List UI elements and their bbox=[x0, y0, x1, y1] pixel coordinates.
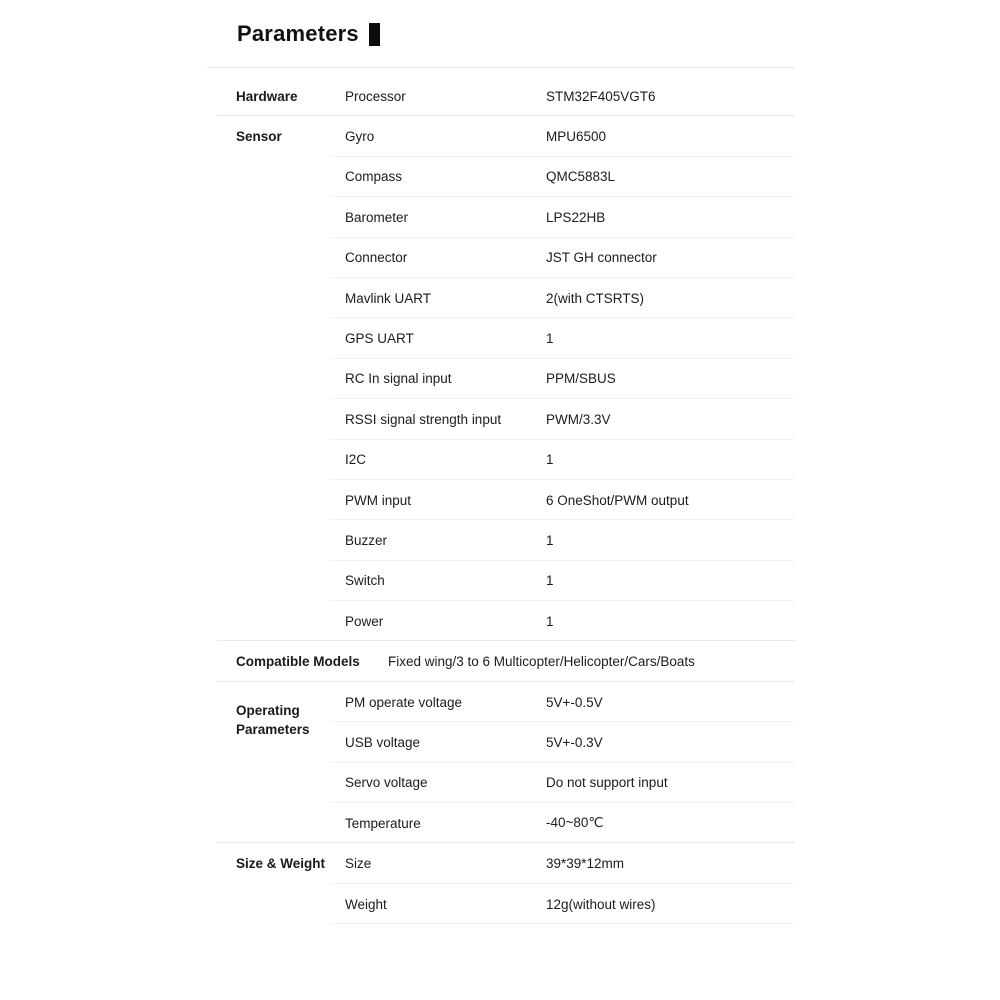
row-label: I2C bbox=[345, 452, 367, 468]
row-value: 5V+-0.3V bbox=[546, 734, 603, 750]
row-value: 6 OneShot/PWM output bbox=[546, 492, 689, 508]
table-row bbox=[217, 238, 795, 278]
row-value: PPM/SBUS bbox=[546, 371, 616, 387]
row-label: Gyro bbox=[345, 129, 375, 145]
table-row bbox=[217, 641, 795, 681]
table-row bbox=[217, 520, 795, 560]
table-row bbox=[217, 278, 795, 318]
black-vertical-bar-icon bbox=[369, 23, 380, 46]
row-value: 5V+-0.5V bbox=[546, 694, 603, 710]
row-value: QMC5883L bbox=[546, 169, 616, 185]
row-divider bbox=[330, 923, 795, 924]
row-value: 1 bbox=[546, 452, 554, 468]
row-value: LPS22HB bbox=[546, 209, 606, 225]
table-row bbox=[217, 318, 795, 358]
row-category-text: Operating Parameters bbox=[236, 702, 310, 737]
row-value: 1 bbox=[546, 613, 554, 629]
row-label: Mavlink UART bbox=[345, 290, 432, 306]
row-value: 1 bbox=[546, 532, 554, 548]
row-value: 39*39*12mm bbox=[546, 856, 625, 872]
row-label: Connector bbox=[345, 250, 408, 266]
table-row bbox=[217, 763, 795, 803]
row-label: Weight bbox=[345, 896, 387, 912]
row-value: Fixed wing/3 to 6 Multicopter/Helicopter/Cars/Boats bbox=[388, 654, 695, 670]
table-row bbox=[217, 601, 795, 641]
spec-table-body bbox=[217, 76, 795, 924]
row-category: Size & Weight bbox=[236, 856, 326, 872]
table-row bbox=[217, 359, 795, 399]
table-row bbox=[217, 197, 795, 237]
row-value: 2(with CTSRTS) bbox=[546, 290, 645, 306]
table-row bbox=[217, 157, 795, 197]
table-row bbox=[217, 682, 795, 737]
row-label: Switch bbox=[345, 573, 385, 589]
row-label: PWM input bbox=[345, 492, 412, 508]
row-label: RSSI signal strength input bbox=[345, 411, 502, 427]
row-value: 1 bbox=[546, 573, 554, 589]
row-value: PWM/3.3V bbox=[546, 411, 611, 427]
row-label: Compass bbox=[345, 169, 403, 185]
row-value: -40~80℃ bbox=[546, 815, 604, 831]
title-divider bbox=[207, 67, 795, 68]
row-label: PM operate voltage bbox=[345, 694, 463, 710]
table-row bbox=[217, 440, 795, 480]
row-label: Temperature bbox=[345, 815, 421, 831]
table-row bbox=[217, 803, 795, 843]
table-row bbox=[217, 561, 795, 601]
row-category: Sensor bbox=[236, 129, 282, 145]
row-label: RC In signal input bbox=[345, 371, 452, 387]
row-label: USB voltage bbox=[345, 734, 421, 750]
table-row bbox=[217, 399, 795, 439]
row-label: Power bbox=[345, 613, 384, 629]
row-value: MPU6500 bbox=[546, 129, 607, 145]
row-category bbox=[217, 682, 330, 737]
table-row bbox=[217, 480, 795, 520]
row-value: STM32F405VGT6 bbox=[546, 88, 656, 104]
row-value: 12g(without wires) bbox=[546, 896, 656, 912]
page-title-text: Parameters bbox=[237, 21, 359, 46]
row-category: Hardware bbox=[236, 88, 298, 104]
table-row bbox=[217, 722, 795, 762]
row-label: Servo voltage bbox=[345, 775, 428, 791]
row-value: Do not support input bbox=[546, 775, 668, 791]
row-label: Buzzer bbox=[345, 532, 388, 548]
table-row bbox=[217, 884, 795, 924]
row-value: 1 bbox=[546, 331, 554, 347]
table-row bbox=[217, 843, 795, 883]
row-label: Barometer bbox=[345, 209, 409, 225]
row-value: JST GH connector bbox=[546, 250, 657, 266]
row-label: Processor bbox=[345, 88, 406, 104]
row-category: Compatible Models bbox=[236, 654, 360, 670]
row-label: GPS UART bbox=[345, 331, 414, 347]
table-row bbox=[217, 76, 795, 116]
row-label: Size bbox=[345, 856, 372, 872]
page-title bbox=[237, 20, 380, 47]
table-row bbox=[217, 116, 795, 156]
